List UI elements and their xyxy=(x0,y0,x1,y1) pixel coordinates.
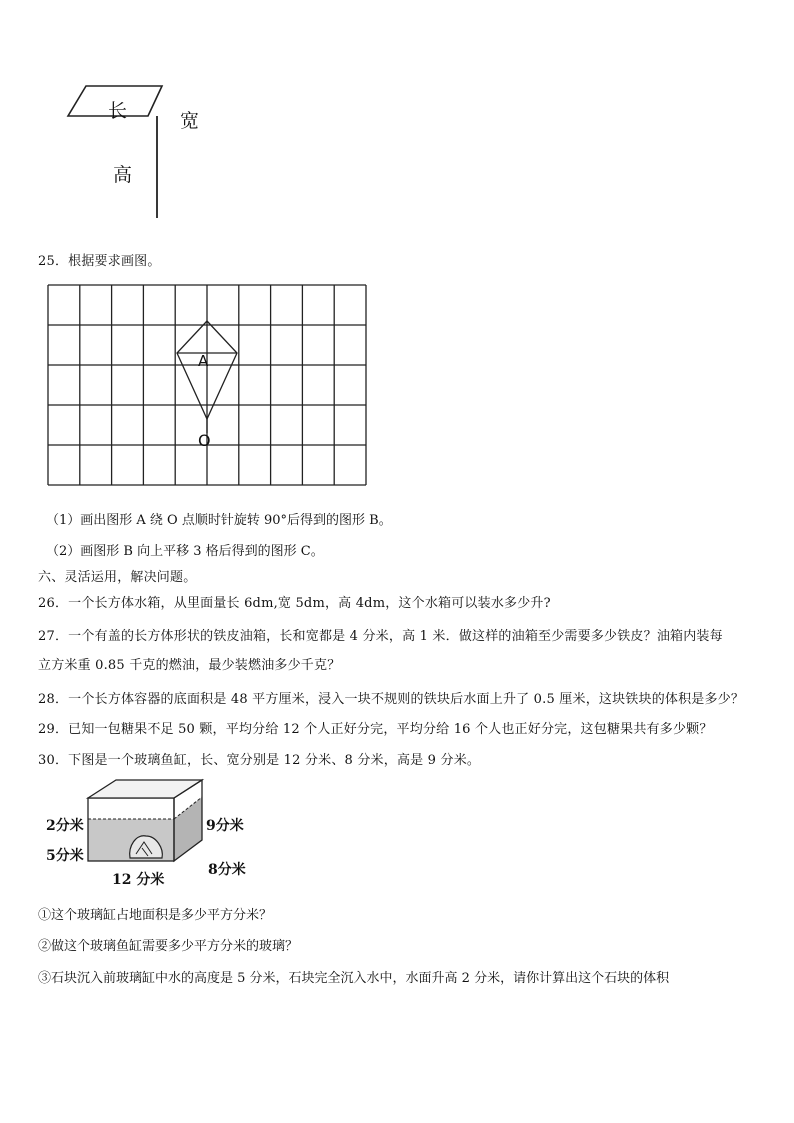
fish-tank-diagram xyxy=(80,776,220,868)
question-30-part-3: ③石块沉入前玻璃缸中水的高度是 5 分米，石块完全沉入水中，水面升高 2 分米，请你计算出这个石块的体积 xyxy=(38,971,670,986)
label-9dm: 9分米 xyxy=(206,818,244,834)
question-25: 25．根据要求画图。 xyxy=(38,254,161,269)
length-label: 长 xyxy=(108,100,128,122)
question-30-part-2: ②做这个玻璃鱼缸需要多少平方分米的玻璃？ xyxy=(38,939,299,954)
height-label: 高 xyxy=(113,164,133,186)
label-12dm: 12 分米 xyxy=(112,872,165,888)
question-29: 29．已知一包糖果不足 50 颗，平均分给 12 个人正好分完，平均分给 16 个人也正好分完，这包糖果共有多少颗？ xyxy=(38,722,713,737)
question-25-part-1: （1）画出图形 A 绕 O 点顺时针旋转 90°后得到的图形 B。 xyxy=(46,513,392,528)
question-28: 28．一个长方体容器的底面积是 48 平方厘米，浸入一块不规则的铁块后水面上升了 0.5 厘米，这块铁块的体积是多少？ xyxy=(38,692,745,707)
point-a-label: A xyxy=(198,352,209,370)
question-27-line-1: 27．一个有盖的长方体形状的铁皮油箱，长和宽都是 4 分米，高 1 米．做这样的油箱至少需要多少铁皮？油箱内装每 xyxy=(38,629,723,644)
label-2dm: 2分米 xyxy=(46,818,84,834)
question-30: 30．下图是一个玻璃鱼缸，长、宽分别是 12 分米、8 分米，高是 9 分米。 xyxy=(38,753,481,768)
label-5dm: 5分米 xyxy=(46,848,84,864)
section-six-heading: 六、灵活运用，解决问题。 xyxy=(38,570,197,585)
question-30-part-1: ①这个玻璃缸占地面积是多少平方分米？ xyxy=(38,908,273,923)
drawing-grid xyxy=(46,283,368,487)
point-o-label: O xyxy=(198,431,211,450)
question-27-line-2: 立方米重 0.85 千克的燃油，最少装燃油多少千克？ xyxy=(38,658,341,673)
question-25-part-2: （2）画图形 B 向上平移 3 格后得到的图形 C。 xyxy=(46,544,324,559)
question-26: 26．一个长方体水箱，从里面量长 6dm,宽 5dm，高 4dm，这个水箱可以装水多少升? xyxy=(38,596,551,611)
width-label: 宽 xyxy=(180,110,200,132)
label-8dm: 8分米 xyxy=(208,862,246,878)
